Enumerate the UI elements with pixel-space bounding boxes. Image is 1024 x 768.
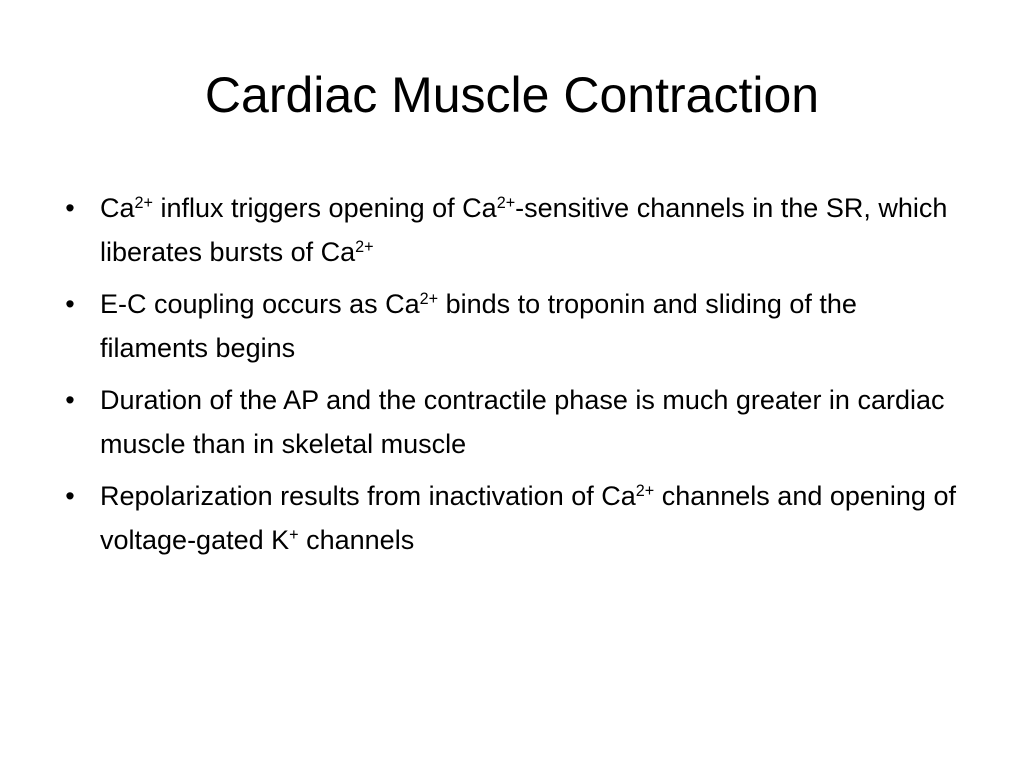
bullet-item — [60, 378, 960, 466]
bullet-item — [60, 282, 960, 370]
bullet-text-run: Repolarization results from inactivation of Ca — [100, 481, 636, 511]
superscript: 2+ — [635, 482, 655, 501]
bullet-text — [100, 385, 945, 459]
bullet-dot-icon: • — [65, 481, 75, 511]
superscript: 2+ — [355, 238, 374, 257]
bullet-text-run: E-C coupling occurs as Ca — [100, 289, 420, 319]
bullet-text-run: channels — [298, 525, 415, 555]
bullet-text-run: channels and opening of voltage-gated K — [100, 481, 956, 555]
bullet-text-run: Ca — [100, 193, 135, 223]
bullet-text-run: Duration of the AP and the contractile phase is much greater in cardiac muscle than in skeletal muscle — [100, 385, 945, 459]
superscript: 2+ — [134, 194, 153, 213]
superscript: 2+ — [496, 194, 516, 213]
bullet-item — [60, 186, 960, 274]
bullet-dot-icon: • — [65, 385, 75, 415]
bullet-text — [100, 289, 857, 363]
bullet-text — [100, 481, 956, 555]
bullet-list — [60, 186, 960, 570]
bullet-item — [60, 474, 960, 562]
bullet-text — [100, 193, 947, 267]
bullet-text-run: binds to troponin and sliding of the filaments begins — [100, 289, 857, 363]
bullet-text-run: -sensitive channels in the SR, which liberates bursts of Ca — [100, 193, 948, 267]
bullet-dot-icon: • — [65, 193, 75, 223]
slide-title: Cardiac Muscle Contraction — [204, 67, 820, 123]
bullet-text-run: influx triggers opening of Ca — [152, 193, 497, 223]
bullet-dot-icon: • — [65, 289, 75, 319]
superscript: + — [289, 526, 299, 545]
superscript: 2+ — [419, 290, 439, 309]
